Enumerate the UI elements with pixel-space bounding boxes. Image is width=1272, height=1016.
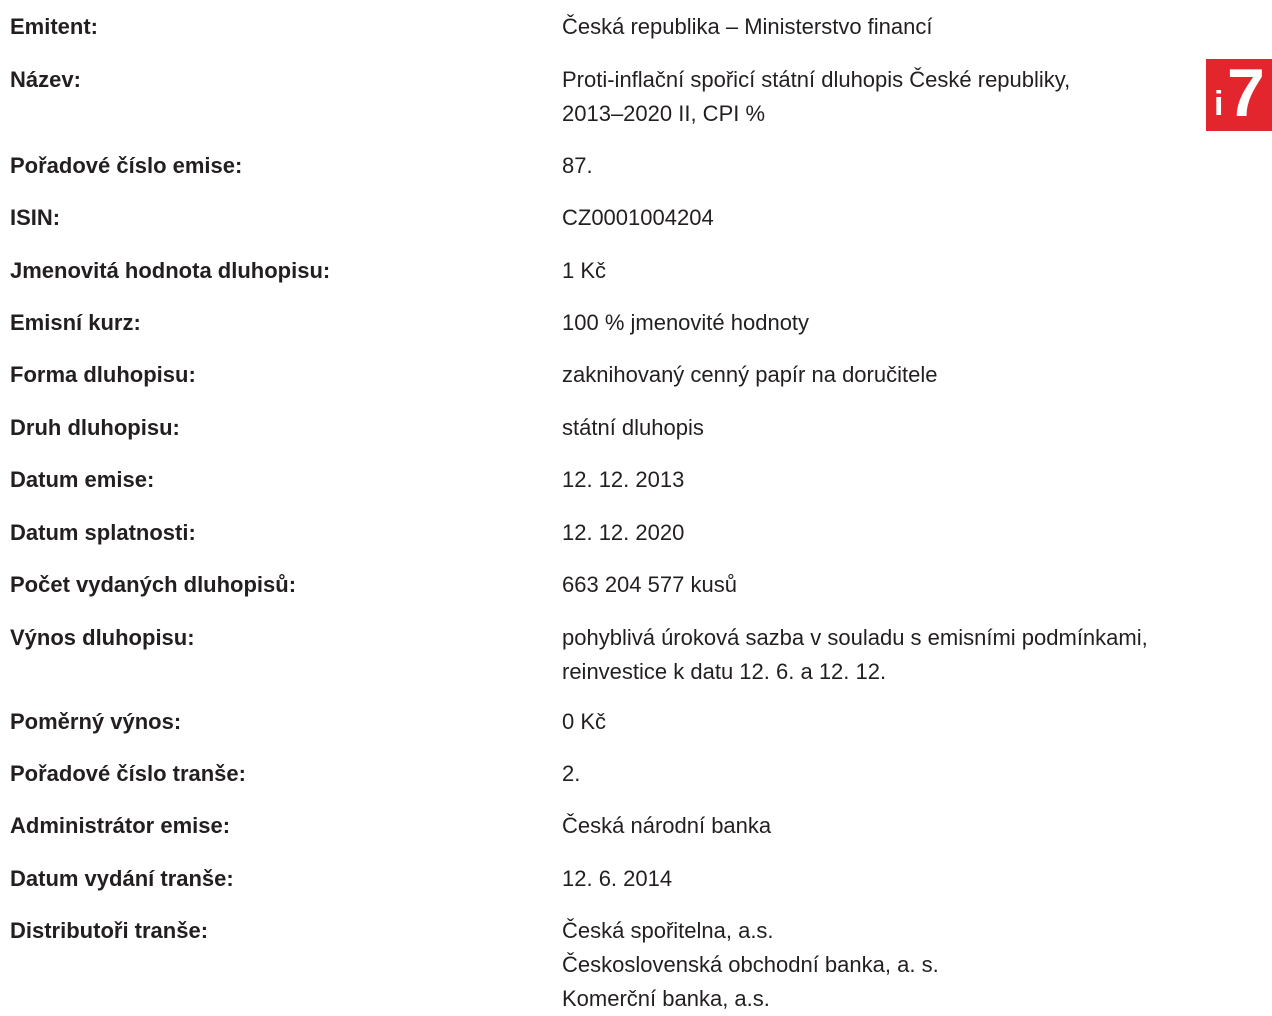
row-value bbox=[562, 568, 1262, 602]
row-label: Datum splatnosti: bbox=[10, 520, 196, 545]
row-label: Název: bbox=[10, 67, 81, 92]
row-label: Emitent: bbox=[10, 14, 98, 39]
row-value-line: 663 204 577 kusů bbox=[562, 572, 737, 597]
row-value bbox=[562, 254, 1262, 288]
row-value bbox=[562, 10, 1262, 44]
row-value-line: Česká spořitelna, a.s. bbox=[562, 918, 774, 943]
row-value bbox=[562, 862, 1262, 896]
row-value-line: státní dluhopis bbox=[562, 415, 704, 440]
row-value bbox=[562, 914, 1262, 1016]
row-value-line: 2. bbox=[562, 761, 581, 786]
row-value bbox=[562, 358, 1262, 392]
row-label: Pořadové číslo emise: bbox=[10, 153, 243, 178]
row-value-line: zaknihovaný cenný papír na doručitele bbox=[562, 362, 938, 387]
row-label: Administrátor emise: bbox=[10, 813, 231, 838]
i7-badge bbox=[1206, 59, 1272, 131]
row-value-line: 0 Kč bbox=[562, 709, 607, 734]
row-value-line: CZ0001004204 bbox=[562, 205, 714, 230]
row-value bbox=[562, 463, 1262, 497]
row-value-line: Česká republika – Ministerstvo financí bbox=[562, 14, 933, 39]
row-value-line: 12. 6. 2014 bbox=[562, 866, 673, 891]
row-value bbox=[562, 516, 1262, 550]
row-value bbox=[562, 63, 1262, 131]
row-value-line: 1 Kč bbox=[562, 258, 607, 283]
row-label: Poměrný výnos: bbox=[10, 709, 182, 734]
row-label: Pořadové číslo tranše: bbox=[10, 761, 246, 786]
row-label: Datum emise: bbox=[10, 467, 155, 492]
row-value-line: Proti-inflační spořicí státní dluhopis České republiky, bbox=[562, 67, 1071, 92]
badge-number: 7 bbox=[1227, 59, 1265, 131]
row-value-line: 100 % jmenovité hodnoty bbox=[562, 310, 810, 335]
row-value bbox=[562, 306, 1262, 340]
row-value-line: 87. bbox=[562, 153, 593, 178]
row-value-line: 2013–2020 II, CPI % bbox=[562, 101, 766, 126]
badge-prefix: i bbox=[1214, 85, 1224, 123]
row-label: Emisní kurz: bbox=[10, 310, 141, 335]
row-value-line: Komerční banka, a.s. bbox=[562, 986, 770, 1011]
row-label: Jmenovitá hodnota dluhopisu: bbox=[10, 258, 331, 283]
row-value bbox=[562, 621, 1262, 689]
row-label: Distributoři tranše: bbox=[10, 918, 209, 943]
row-value-line: Československá obchodní banka, a. s. bbox=[562, 952, 939, 977]
row-label: Forma dluhopisu: bbox=[10, 362, 196, 387]
row-value bbox=[562, 411, 1262, 445]
row-label: Druh dluhopisu: bbox=[10, 415, 180, 440]
row-value bbox=[562, 809, 1262, 843]
row-value bbox=[562, 201, 1262, 235]
row-value-line: 12. 12. 2013 bbox=[562, 467, 685, 492]
row-value-line: 12. 12. 2020 bbox=[562, 520, 685, 545]
row-label: Výnos dluhopisu: bbox=[10, 625, 195, 650]
row-value-line: Česká národní banka bbox=[562, 813, 772, 838]
row-value bbox=[562, 705, 1262, 739]
row-value bbox=[562, 149, 1262, 183]
row-label: ISIN: bbox=[10, 205, 61, 230]
row-label: Počet vydaných dluhopisů: bbox=[10, 572, 297, 597]
row-value-line: reinvestice k datu 12. 6. a 12. 12. bbox=[562, 659, 887, 684]
row-value bbox=[562, 757, 1262, 791]
row-value-line: pohyblivá úroková sazba v souladu s emisními podmínkami, bbox=[562, 625, 1148, 650]
row-label: Datum vydání tranše: bbox=[10, 866, 234, 891]
